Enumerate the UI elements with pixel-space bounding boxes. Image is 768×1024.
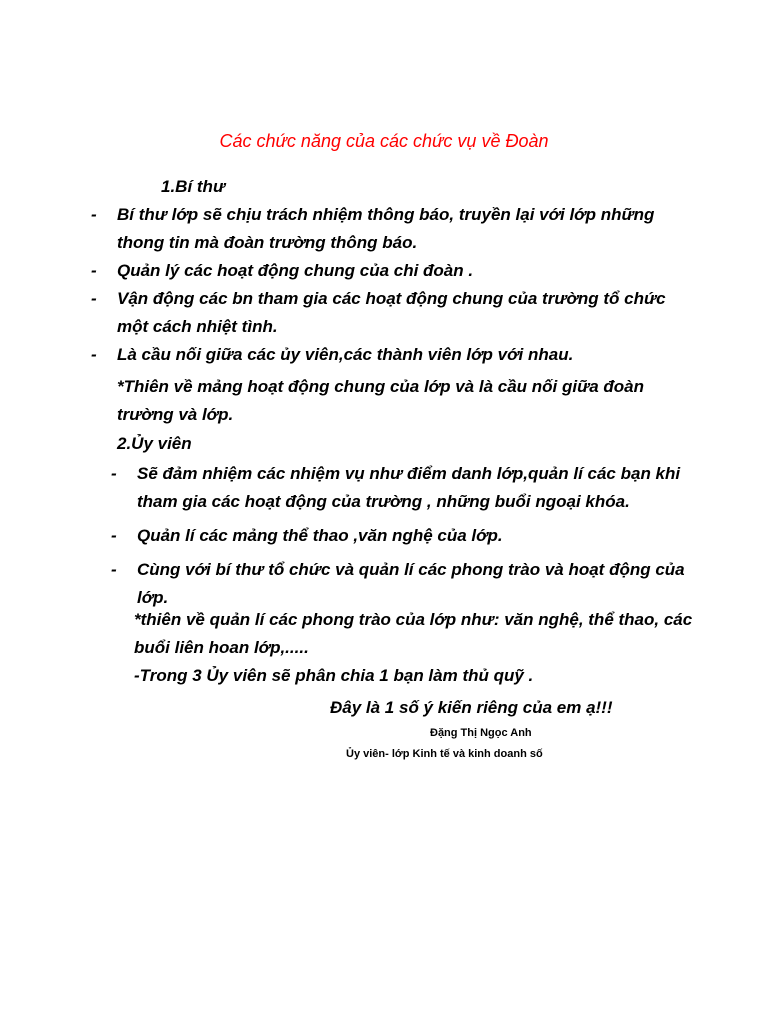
bullet-dash: - — [91, 289, 97, 308]
bullet-dash: - — [111, 526, 117, 545]
signature-name: Đặng Thị Ngọc Anh — [430, 727, 532, 739]
bullet-dash: - — [91, 345, 97, 364]
signature-role: Ủy viên- lớp Kinh tế và kinh doanh số — [346, 748, 543, 760]
bi-thu-summary-note: *Thiên về mảng hoạt động chung của lớp và là cầu nối giữa đoàn trường và lớp. — [117, 377, 644, 424]
uy-vien-duties-list — [0, 460, 768, 612]
list-item-text: Vận động các bn tham gia các hoạt động chung của trường tổ chức một cách nhiệt tình. — [117, 289, 666, 336]
bi-thu-duties-list — [0, 201, 768, 369]
bullet-dash: - — [91, 261, 97, 280]
list-item — [0, 201, 697, 257]
list-item — [0, 556, 697, 612]
uy-vien-summary-note: *thiên về quản lí các phong trào của lớp như: văn nghệ, thể thao, các buổi liên hoan lớp,..... — [134, 610, 693, 657]
list-item — [0, 341, 697, 369]
bullet-dash: - — [91, 205, 97, 224]
list-item-text: Quản lý các hoạt động chung của chi đoàn . — [117, 261, 474, 280]
list-item-text: Quản lí các mảng thể thao ,văn nghệ của lớp. — [137, 526, 503, 545]
list-item — [0, 285, 697, 341]
bullet-dash: - — [111, 560, 117, 579]
list-item — [0, 522, 697, 550]
section-heading-bi-thu: 1.Bí thư — [161, 177, 226, 196]
treasurer-note: -Trong 3 Ủy viên sẽ phân chia 1 bạn làm thủ quỹ . — [134, 666, 534, 685]
section-heading-uy-vien: 2.Ủy viên — [117, 434, 192, 453]
list-item — [0, 257, 697, 285]
list-item-text: Là cầu nối giữa các ủy viên,các thành viên lớp với nhau. — [117, 345, 574, 364]
list-item — [0, 460, 697, 516]
list-item-text: Cùng với bí thư tổ chức và quản lí các phong trào và hoạt động của lớp. — [137, 560, 685, 607]
document-title: Các chức năng của các chức vụ về Đoàn — [219, 131, 549, 151]
bullet-dash: - — [111, 464, 117, 483]
list-item-text: Bí thư lớp sẽ chịu trách nhiệm thông báo, truyền lại với lớp những thong tin mà đoàn trường thông báo. — [117, 205, 655, 252]
list-item-text: Sẽ đảm nhiệm các nhiệm vụ như điểm danh lớp,quản lí các bạn khi tham gia các hoạt động của trường , những buổi ngoại khóa. — [137, 464, 681, 511]
closing-remark: Đây là 1 số ý kiến riêng của em ạ!!! — [330, 698, 613, 717]
